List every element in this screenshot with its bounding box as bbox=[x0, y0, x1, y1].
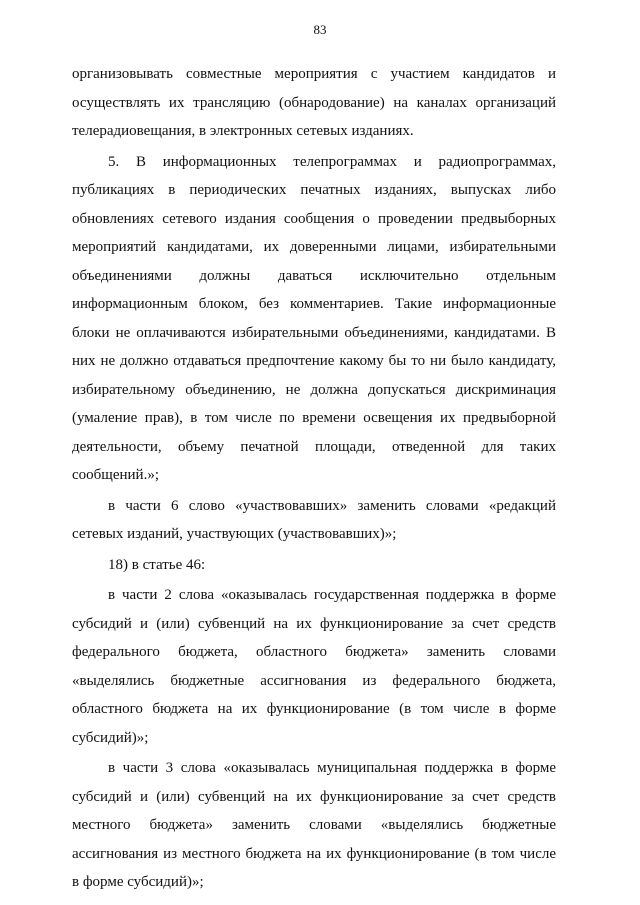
text-line: субсидий и (или) субвенций на их функционирование за счет средств bbox=[72, 615, 556, 632]
paragraph bbox=[72, 754, 556, 897]
text-line: субсидий и (или) субвенций на их функционирование за счет средств bbox=[72, 788, 556, 805]
page-number: 83 bbox=[313, 22, 327, 37]
text-line: субсидий)»; bbox=[72, 729, 149, 746]
text-line: блоки не оплачиваются избирательными объединениями, кандидатами. В bbox=[72, 324, 556, 341]
text-line: в части 3 слова «оказывалась муниципальная поддержка в форме bbox=[108, 760, 556, 776]
text-line: телерадиовещания, в электронных сетевых изданиях. bbox=[72, 123, 414, 139]
text-line: избирательному объединению, не должна допускаться дискриминация bbox=[72, 381, 556, 398]
text-line: обновлениях сетевого издания сообщения о проведении предвыборных bbox=[72, 210, 556, 227]
text-line: объединениями должны даваться исключительно отдельным bbox=[72, 267, 556, 284]
paragraph bbox=[72, 492, 556, 549]
paragraph bbox=[72, 148, 556, 490]
paragraph bbox=[72, 581, 556, 752]
text-line: сетевых изданий, участвующих (участвовавших)»; bbox=[72, 526, 397, 542]
text-line: 18) в статье 46: bbox=[108, 556, 206, 573]
text-line: информационным блоком, без комментариев. Такие информационные bbox=[72, 296, 556, 312]
text-line: них не должно отдаваться предпочтение какому бы то ни было кандидату, bbox=[72, 353, 556, 369]
text-line: федерального бюджета, областного бюджета» заменить словами bbox=[72, 644, 556, 660]
text-line: местного бюджета» заменить словами «выделялись бюджетные bbox=[72, 817, 556, 833]
text-line: в форме субсидий)»; bbox=[72, 874, 204, 890]
text-line: организовывать совместные мероприятия с участием кандидатов и bbox=[72, 66, 556, 82]
text-line: в части 6 слово «участвовавших» заменить словами «редакций bbox=[108, 497, 556, 514]
text-line: (умаление прав), в том числе по времени освещения их предвыборной bbox=[72, 410, 556, 426]
text-line: публикациях в периодических печатных изданиях, выпусках либо bbox=[72, 182, 556, 198]
paragraph bbox=[72, 551, 556, 580]
text-line: областного бюджета на их функционирование (в том числе в форме bbox=[72, 701, 556, 717]
text-line: деятельности, объему печатной площади, отведенной для таких bbox=[72, 438, 556, 455]
text-line: ассигнования из местного бюджета на их функционирование (в том числе bbox=[72, 845, 556, 862]
text-line: осуществлять их трансляцию (обнародование) на каналах организаций bbox=[72, 94, 556, 111]
document-body bbox=[72, 60, 556, 897]
text-line: сообщений.»; bbox=[72, 467, 159, 483]
text-line: в части 2 слова «оказывалась государственная поддержка в форме bbox=[108, 587, 556, 603]
text-line: 5. В информационных телепрограммах и радиопрограммах, bbox=[108, 153, 556, 170]
paragraph bbox=[72, 60, 556, 146]
text-line: мероприятий кандидатами, их доверенными лицами, избирательными bbox=[72, 239, 556, 255]
text-line: «выделялись бюджетные ассигнования из федерального бюджета, bbox=[72, 672, 556, 689]
